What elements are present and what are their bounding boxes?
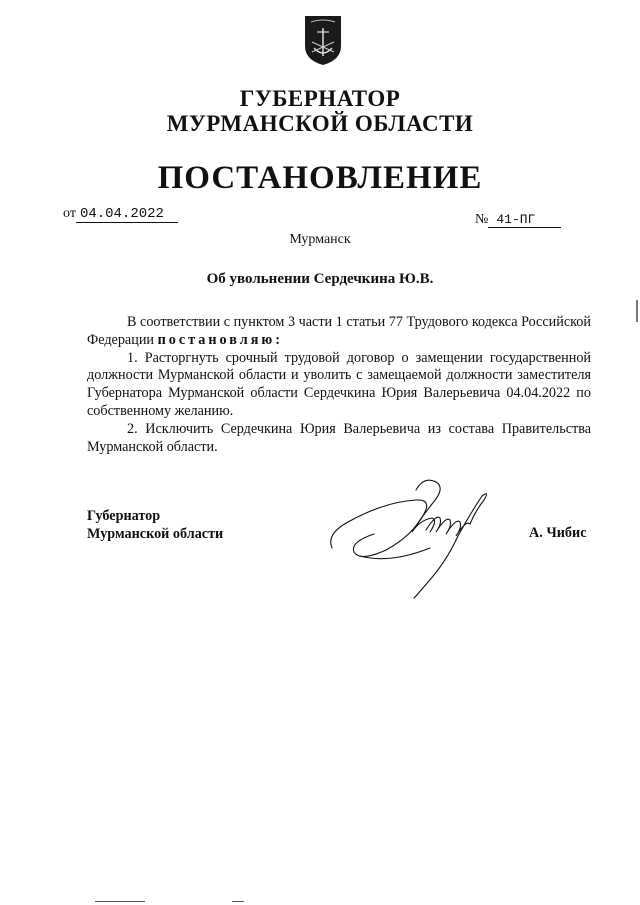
- scan-edge-mark: [636, 300, 638, 322]
- date-prefix: от: [63, 206, 76, 221]
- document-type: ПОСТАНОВЛЕНИЕ: [157, 160, 483, 196]
- number-value: 41-ПГ: [488, 212, 561, 228]
- number-prefix: №: [475, 212, 489, 227]
- decree-word: постановляю:: [157, 331, 283, 348]
- footer-divider-short: [232, 901, 244, 902]
- murmansk-coat-of-arms-icon: [303, 12, 343, 66]
- footer-divider: [95, 901, 145, 902]
- document-subject: Об увольнении Сердечкина Ю.В.: [206, 271, 434, 287]
- issuer-region: МУРМАНСКОЙ ОБЛАСТИ: [166, 111, 474, 136]
- number-field: [475, 212, 561, 228]
- date-field: [63, 206, 178, 222]
- signatory-title: [87, 507, 223, 543]
- item-1: 1. Расторгнуть срочный трудовой договор о замещении государственной должности Мурманской области и уволить с замещаемой должности заместителя Губернатора Мурманской области Сердечкина Юрия Валерьевича 04.04.2022 по собственному желанию.: [87, 349, 591, 419]
- signatory-title-line1: Губернатор: [87, 508, 161, 524]
- date-value: 04.04.2022: [76, 206, 178, 223]
- handwritten-signature: [320, 470, 510, 600]
- intro-text: В соответствии с пунктом 3 части 1 статьи 77 Трудового кодекса Российской Федерации: [87, 314, 591, 348]
- signatory-name: А. Чибис: [529, 525, 587, 541]
- intro-paragraph: [87, 314, 591, 350]
- signatory-title-line2: Мурманской области: [87, 526, 224, 542]
- city-label: Мурманск: [289, 232, 351, 247]
- item-2: 2. Исключить Сердечкина Юрия Валерьевича из состава Правительства Мурманской области.: [87, 420, 591, 455]
- issuer-title: ГУБЕРНАТОР: [239, 86, 401, 111]
- document-body: [87, 314, 591, 456]
